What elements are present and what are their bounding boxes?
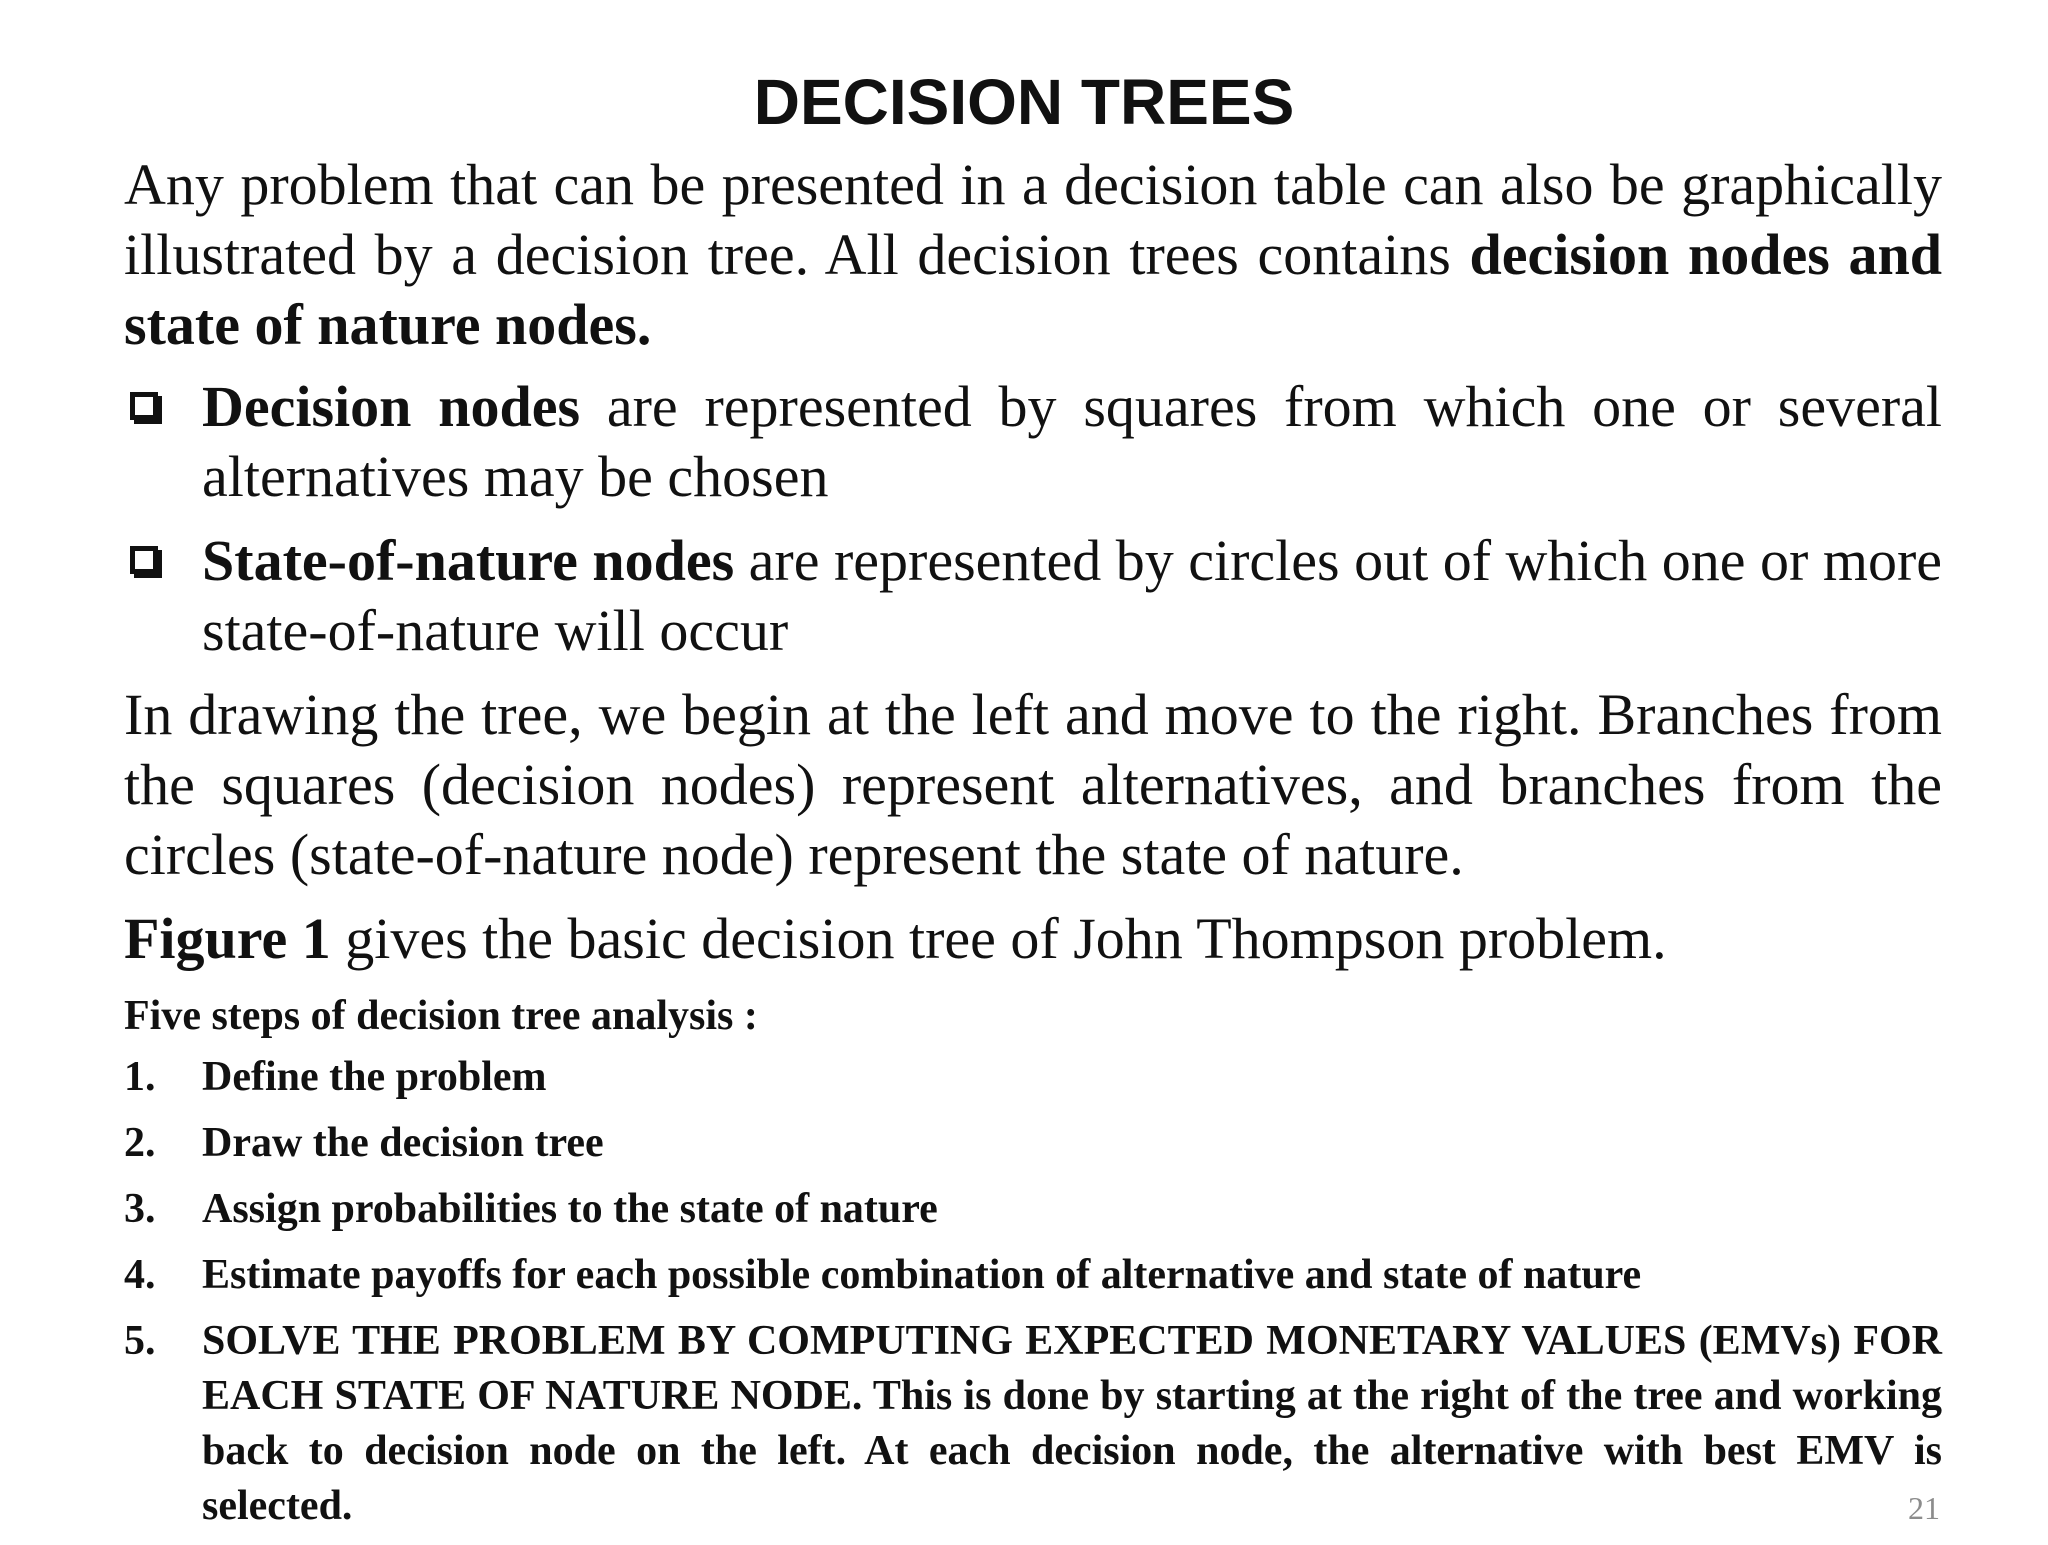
intro-bold-text: decision nodes and state of nature nodes. xyxy=(124,222,1942,357)
figure-reference-line xyxy=(124,904,1942,974)
step-item xyxy=(124,1248,1942,1303)
step-text: Define the problem xyxy=(202,1054,547,1100)
bullet-item-decision-nodes xyxy=(124,372,1942,512)
step-number: 1. xyxy=(124,1054,156,1100)
step-text: Draw the decision tree xyxy=(202,1120,604,1166)
slide-content xyxy=(124,150,1942,1545)
checkbox-square-icon xyxy=(130,392,158,420)
intro-text: Any problem that can be presented in a decision table can also be graphically illustrated by a decision tree. All decision trees contains xyxy=(124,152,1942,287)
step-text: Assign probabilities to the state of nature xyxy=(202,1186,938,1232)
bullet-item-state-of-nature-nodes xyxy=(124,526,1942,666)
bullet-bold-term: Decision nodes xyxy=(202,374,581,439)
step-item xyxy=(124,1314,1942,1534)
drawing-paragraph: In drawing the tree, we begin at the left and move to the right. Branches from the squares (decision nodes) represent alternatives, and branches from the circles (state-of-nature node) represent the state of nature. xyxy=(124,682,1942,887)
step-number: 2. xyxy=(124,1120,156,1166)
bullet-list xyxy=(124,372,1942,666)
step-text: SOLVE THE PROBLEM BY COMPUTING EXPECTED MONETARY VALUES (EMVs) FOR EACH STATE OF NATURE NODE. This is done by starting at the right of the tree and working back to decision node on the left. At each decision node, the alternative with best EMV is selected. xyxy=(202,1318,1942,1529)
bullet-bold-term: State-of-nature nodes xyxy=(202,528,735,593)
intro-paragraph xyxy=(124,150,1942,360)
step-item xyxy=(124,1050,1942,1105)
steps-heading: Five steps of decision tree analysis : xyxy=(124,993,758,1039)
checkbox-square-icon xyxy=(130,546,158,574)
bullet-text: are represented by squares from which one or several alternatives may be chosen xyxy=(202,374,1942,509)
figure-description: gives the basic decision tree of John Thompson problem. xyxy=(330,906,1667,971)
page-number: 21 xyxy=(1908,1490,1940,1526)
step-text: Estimate payoffs for each possible combination of alternative and state of nature xyxy=(202,1252,1642,1298)
slide-title: DECISION TREES xyxy=(753,66,1295,138)
bullet-text: are represented by circles out of which one or more state-of-nature will occur xyxy=(202,528,1943,663)
steps-list xyxy=(124,1050,1942,1534)
step-number: 3. xyxy=(124,1186,156,1232)
step-number: 4. xyxy=(124,1252,156,1298)
step-item xyxy=(124,1116,1942,1171)
step-item xyxy=(124,1182,1942,1237)
figure-label: Figure 1 xyxy=(124,906,331,971)
step-number: 5. xyxy=(124,1318,156,1364)
